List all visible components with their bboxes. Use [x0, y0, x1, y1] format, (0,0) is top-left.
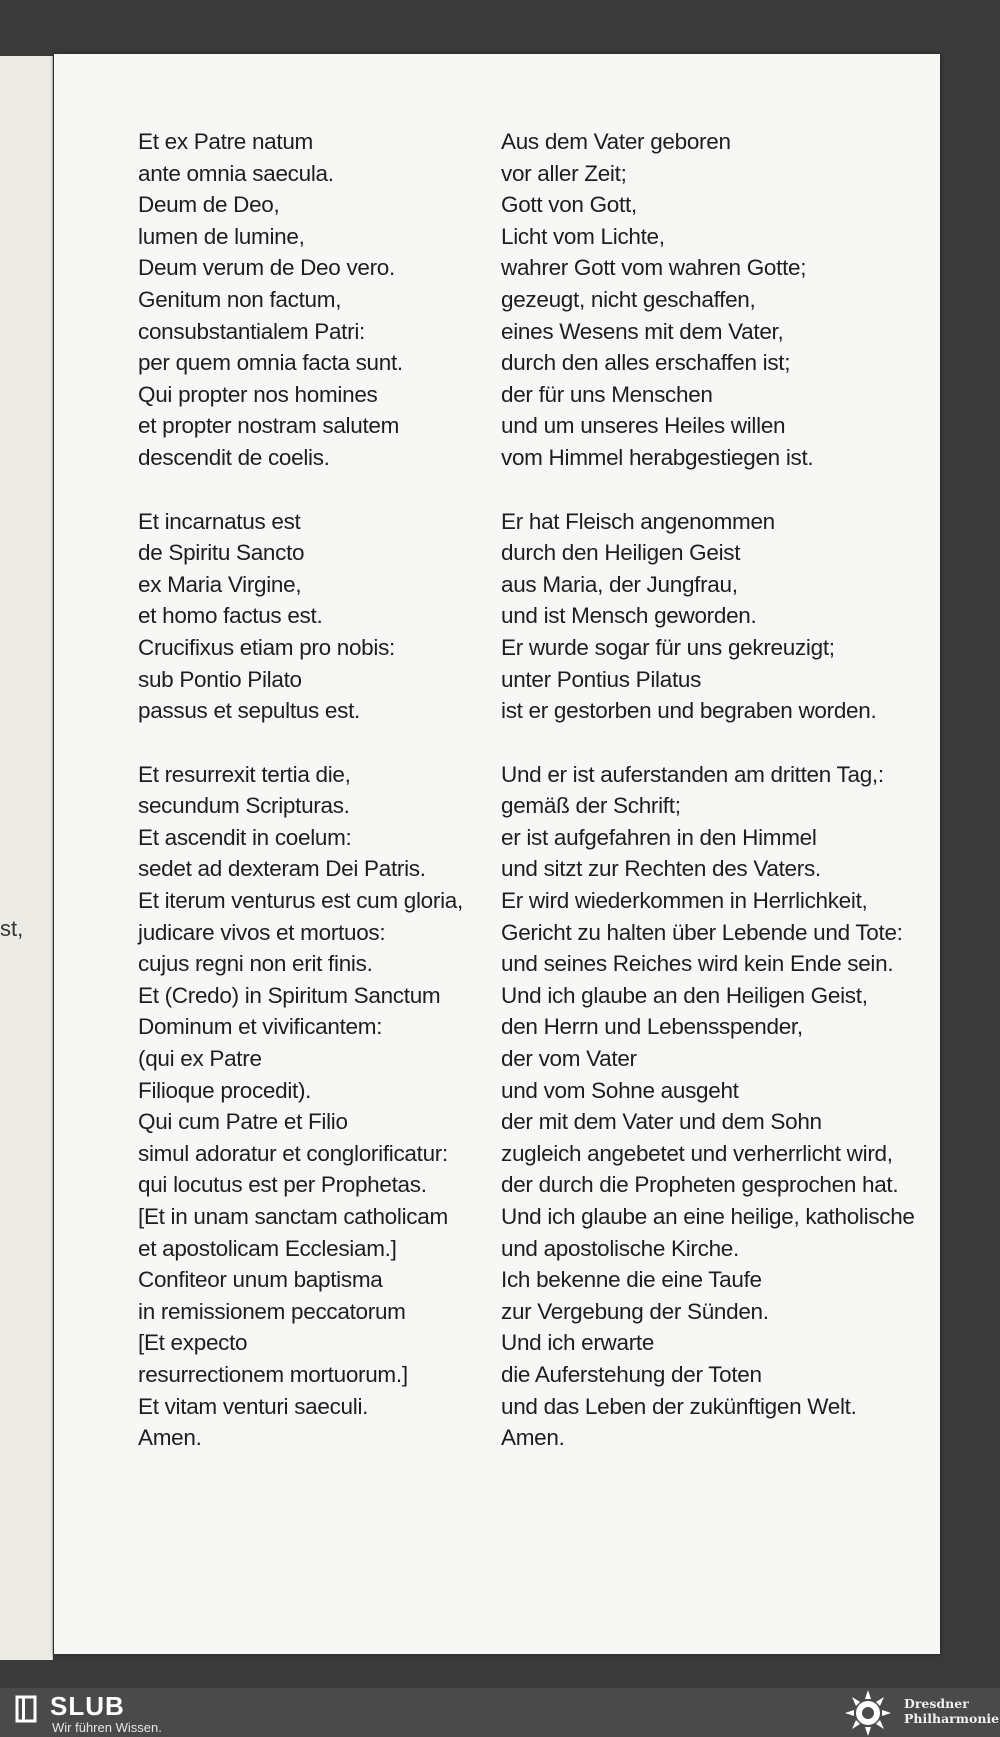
latin-line: Et ascendit in coelum:: [138, 824, 352, 850]
german-stanza: [501, 126, 921, 474]
latin-line: Genitum non factum,: [138, 286, 342, 312]
german-line: Ich bekenne die eine Taufe: [501, 1267, 762, 1293]
german-line: zur Vergebung der Sünden.: [501, 1298, 769, 1324]
latin-line: Crucifixus etiam pro nobis:: [138, 634, 396, 660]
latin-line: judicare vivos et mortuos:: [138, 919, 386, 945]
german-line: wahrer Gott vom wahren Gotte;: [501, 255, 807, 281]
left-page-fragment: st,: [0, 916, 24, 941]
latin-line: Et vitam venturi saeculi.: [138, 1393, 369, 1419]
viewer-footer: [0, 1688, 1000, 1737]
latin-line: Et (Credo) in Spiritum Sanctum: [138, 982, 441, 1008]
latin-line: lumen de lumine,: [138, 223, 305, 249]
german-line: Er hat Fleisch angenommen: [501, 508, 775, 534]
german-line: unter Pontius Pilatus: [501, 666, 702, 692]
german-stanza: [501, 506, 921, 727]
slub-tagline: Wir führen Wissen.: [52, 1720, 162, 1735]
latin-line: resurrectionem mortuorum.]: [138, 1361, 408, 1387]
latin-line: in remissionem peccatorum: [138, 1298, 406, 1324]
latin-stanza: [138, 506, 498, 727]
german-line: Licht vom Lichte,: [501, 223, 665, 249]
german-line: Aus dem Vater geboren: [501, 129, 731, 154]
german-line: die Auferstehung der Toten: [501, 1361, 762, 1387]
latin-stanza: [138, 126, 498, 474]
latin-line: Amen.: [138, 1425, 202, 1451]
german-line: aus Maria, der Jungfrau,: [501, 571, 738, 597]
latin-line: cujus regni non erit finis.: [138, 951, 373, 977]
german-column: [501, 126, 921, 1486]
latin-line: Qui propter nos homines: [138, 381, 378, 407]
partner-name-line2: Philharmonie: [904, 1711, 1000, 1726]
latin-line: Qui cum Patre et Filio: [138, 1109, 348, 1135]
latin-line: Et resurrexit tertia die,: [138, 761, 351, 787]
latin-line: Deum de Deo,: [138, 192, 280, 218]
german-line: und vom Sohne ausgeht: [501, 1077, 739, 1103]
latin-line: et apostolicam Ecclesiam.]: [138, 1235, 397, 1261]
german-line: Und er ist auferstanden am dritten Tag,:: [501, 761, 884, 787]
german-line: eines Wesens mit dem Vater,: [501, 318, 784, 344]
latin-line: Et iterum venturus est cum gloria,: [138, 888, 463, 914]
latin-line: ex Maria Virgine,: [138, 571, 302, 597]
latin-line: [Et in unam sanctam catholicam: [138, 1204, 448, 1229]
latin-line: et propter nostram salutem: [138, 413, 400, 439]
latin-line: et homo factus est.: [138, 603, 323, 629]
german-line: zugleich angebetet und verherrlicht wird,: [501, 1140, 893, 1166]
german-line: Er wurde sogar für uns gekreuzigt;: [501, 634, 835, 660]
german-line: und ist Mensch geworden.: [501, 603, 757, 629]
german-line: der durch die Propheten gesprochen hat.: [501, 1172, 899, 1198]
latin-line: Filioque procedit).: [138, 1077, 312, 1103]
latin-line: Et ex Patre natum: [138, 129, 313, 154]
german-line: Er wird wiederkommen in Herrlichkeit,: [501, 888, 868, 914]
german-line: durch den Heiligen Geist: [501, 540, 741, 566]
latin-line: consubstantialem Patri:: [138, 318, 365, 344]
document-page: [54, 54, 940, 1654]
latin-line: Et incarnatus est: [138, 508, 301, 534]
latin-line: Confiteor unum baptisma: [138, 1267, 383, 1293]
latin-line: ante omnia saecula.: [138, 160, 334, 186]
latin-line: qui locutus est per Prophetas.: [138, 1172, 427, 1198]
latin-line: descendit de coelis.: [138, 444, 330, 470]
latin-line: sedet ad dexteram Dei Patris.: [138, 856, 426, 882]
german-stanza: [501, 759, 921, 1454]
book-icon: [14, 1694, 40, 1724]
latin-stanza: [138, 759, 498, 1454]
german-line: Gericht zu halten über Lebende und Tote:: [501, 919, 903, 945]
latin-line: per quem omnia facta sunt.: [138, 350, 403, 376]
sunburst-icon: [842, 1690, 894, 1736]
german-line: gemäß der Schrift;: [501, 793, 681, 819]
latin-line: Deum verum de Deo vero.: [138, 255, 395, 281]
latin-line: (qui ex Patre: [138, 1046, 262, 1072]
german-line: und das Leben der zukünftigen Welt.: [501, 1393, 857, 1419]
german-line: er ist aufgefahren in den Himmel: [501, 824, 817, 850]
german-line: und um unseres Heiles willen: [501, 413, 786, 439]
slub-name[interactable]: SLUB: [50, 1691, 125, 1721]
latin-column: [138, 126, 498, 1486]
german-line: Und ich glaube an eine heilige, katholische: [501, 1204, 915, 1229]
german-line: durch den alles erschaffen ist;: [501, 350, 791, 376]
german-line: Und ich erwarte: [501, 1330, 655, 1356]
german-line: gezeugt, nicht geschaffen,: [501, 286, 756, 312]
latin-line: de Spiritu Sancto: [138, 540, 305, 566]
german-line: der für uns Menschen: [501, 381, 713, 407]
left-page-edge: [0, 56, 53, 1660]
german-line: der vom Vater: [501, 1046, 637, 1072]
german-line: ist er gestorben und begraben worden.: [501, 698, 877, 724]
german-line: vor aller Zeit;: [501, 160, 627, 186]
german-line: den Herrn und Lebensspender,: [501, 1014, 803, 1040]
latin-line: secundum Scripturas.: [138, 793, 350, 819]
latin-line: Dominum et vivificantem:: [138, 1014, 383, 1040]
latin-line: simul adoratur et conglorificatur:: [138, 1140, 448, 1166]
german-line: vom Himmel herabgestiegen ist.: [501, 444, 814, 470]
german-line: Gott von Gott,: [501, 192, 637, 218]
latin-line: [Et expecto: [138, 1330, 248, 1356]
german-line: und seines Reiches wird kein Ende sein.: [501, 951, 894, 977]
german-line: Und ich glaube an den Heiligen Geist,: [501, 982, 868, 1008]
german-line: und apostolische Kirche.: [501, 1235, 739, 1261]
german-line: Amen.: [501, 1425, 565, 1451]
german-line: und sitzt zur Rechten des Vaters.: [501, 856, 821, 882]
latin-line: passus et sepultus est.: [138, 698, 360, 724]
partner-name[interactable]: [904, 1696, 999, 1726]
latin-line: sub Pontio Pilato: [138, 666, 302, 692]
partner-name-line1: Dresdner: [904, 1696, 969, 1711]
german-line: der mit dem Vater und dem Sohn: [501, 1109, 822, 1135]
